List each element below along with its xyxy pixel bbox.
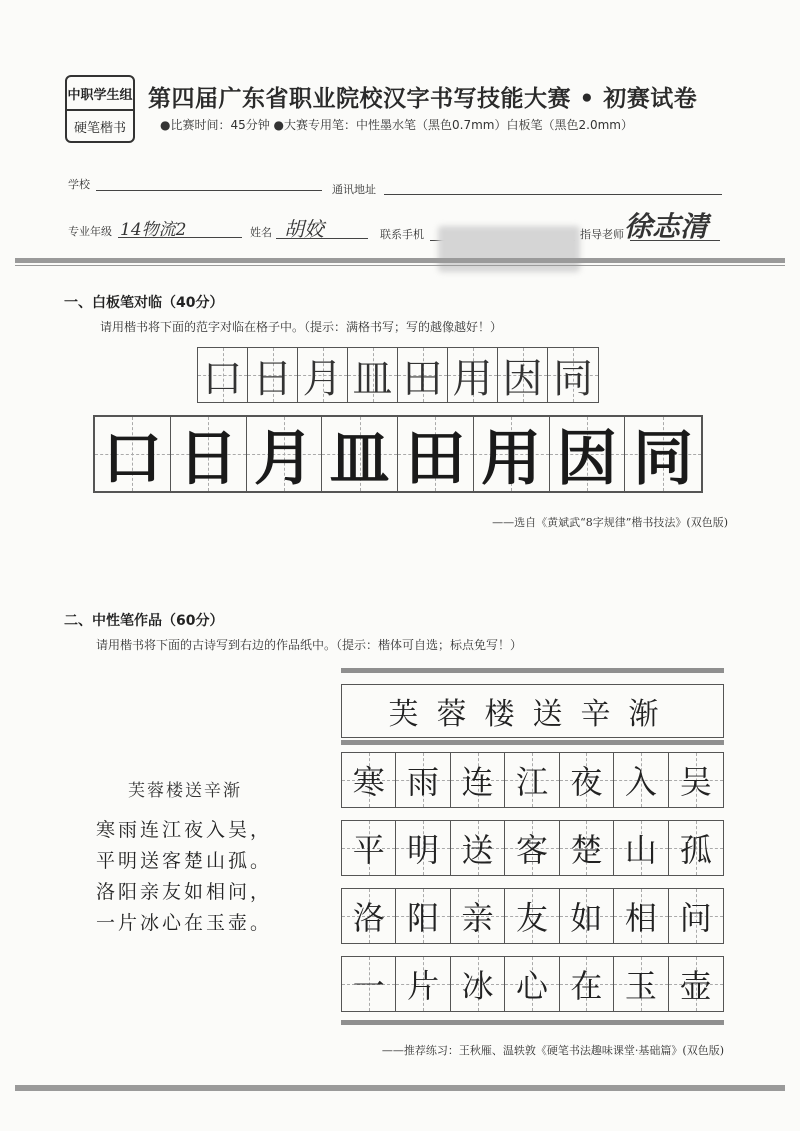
sheet-cell[interactable]: 楚 — [560, 821, 614, 875]
section1-title: 一、白板笔对临（40分） — [64, 295, 224, 311]
sheet-row[interactable] — [341, 752, 724, 808]
category-label: 硬笔楷书 — [73, 120, 126, 136]
school-field[interactable] — [96, 190, 322, 191]
model-char-cell: 皿 — [348, 348, 398, 402]
exam-subtitle: ●比赛时间：45分钟 ●大赛专用笔：中性墨水笔（黑色0.7mm）白板笔（黑色2.0mm） — [160, 118, 633, 132]
sheet-cell[interactable]: 入 — [614, 753, 668, 807]
major-label: 专业年级 — [68, 225, 112, 238]
model-char-cell: 口 — [198, 348, 248, 402]
sheet-cell[interactable]: 雨 — [396, 753, 450, 807]
page-title: 第四届广东省职业院校汉字书写技能大赛 • 初赛试卷 — [148, 86, 698, 112]
practice-char-grid[interactable] — [93, 415, 703, 493]
practice-char-cell[interactable]: 因 — [550, 417, 626, 491]
name-value: 胡姣 — [284, 217, 324, 241]
sheet-cell[interactable]: 孤 — [669, 821, 723, 875]
sheet-cell[interactable]: 如 — [560, 889, 614, 943]
sheet-cell[interactable]: 阳 — [396, 889, 450, 943]
sheet-cell[interactable]: 客 — [505, 821, 559, 875]
group-label: 中职学生组 — [67, 77, 133, 111]
practice-char-cell[interactable]: 同 — [625, 417, 701, 491]
address-label: 通讯地址 — [332, 183, 376, 196]
section2-title: 二、中性笔作品（60分） — [64, 613, 224, 629]
sheet-cell[interactable]: 亲 — [451, 889, 505, 943]
section2-source: ——推荐练习：王秋雁、温轶敦《硬笔书法趣味课堂·基础篇》(双色版) — [381, 1044, 724, 1057]
sheet-cell[interactable]: 洛 — [342, 889, 396, 943]
section2-instructions: 请用楷书将下面的古诗写到右边的作品纸中。（提示：楷体可自选；标点免写！） — [96, 638, 523, 652]
section1-source: ——选自《黄斌武“8字规律”楷书技法》(双色版) — [492, 516, 728, 529]
sheet-cell[interactable]: 明 — [396, 821, 450, 875]
sheet-cell[interactable]: 夜 — [560, 753, 614, 807]
header-divider — [15, 258, 785, 263]
sheet-cell[interactable]: 寒 — [342, 753, 396, 807]
sheet-cell[interactable]: 片 — [396, 957, 450, 1011]
model-char-cell: 日 — [248, 348, 298, 402]
model-char-cell: 同 — [548, 348, 598, 402]
practice-char-cell[interactable]: 皿 — [322, 417, 398, 491]
model-char-cell: 用 — [448, 348, 498, 402]
sheet-row[interactable] — [341, 820, 724, 876]
school-label: 学校 — [68, 178, 90, 191]
poem-title: 芙蓉楼送辛渐 — [128, 781, 242, 801]
sheet-cell[interactable]: 在 — [560, 957, 614, 1011]
model-char-cell: 田 — [398, 348, 448, 402]
sheet-bottom-bar — [341, 1020, 724, 1025]
sheet-cell[interactable]: 心 — [505, 957, 559, 1011]
sheet-row[interactable] — [341, 956, 724, 1012]
teacher-label: 指导老师 — [580, 228, 624, 241]
sheet-cell[interactable]: 吴 — [669, 753, 723, 807]
header-divider-thin — [15, 265, 785, 266]
poem-line: 平明送客楚山孤。 — [96, 850, 273, 872]
phone-label: 联系手机 — [380, 228, 424, 241]
practice-char-cell[interactable]: 日 — [171, 417, 247, 491]
poem-line: 寒雨连江夜入吴， — [96, 819, 273, 841]
teacher-signature: 徐志清 — [624, 210, 709, 243]
practice-char-cell[interactable]: 田 — [398, 417, 474, 491]
sheet-title: 芙蓉楼送辛渐 — [341, 684, 724, 738]
sheet-cell[interactable]: 送 — [451, 821, 505, 875]
model-char-cell: 月 — [298, 348, 348, 402]
address-field[interactable] — [384, 194, 722, 195]
practice-char-cell[interactable]: 口 — [95, 417, 171, 491]
sheet-cell[interactable]: 山 — [614, 821, 668, 875]
sheet-cell[interactable]: 壶 — [669, 957, 723, 1011]
footer-divider — [15, 1085, 785, 1091]
sheet-cell[interactable]: 一 — [342, 957, 396, 1011]
sheet-top-bar — [341, 668, 724, 673]
sheet-cell[interactable]: 友 — [505, 889, 559, 943]
name-label: 姓名 — [250, 226, 272, 239]
poem-line: 洛阳亲友如相问， — [96, 881, 273, 903]
sheet-row[interactable] — [341, 888, 724, 944]
sheet-title-bar — [341, 740, 724, 745]
poem-line: 一片冰心在玉壶。 — [96, 912, 273, 934]
group-box — [65, 75, 135, 143]
model-char-grid — [197, 347, 599, 403]
model-char-cell: 因 — [498, 348, 548, 402]
section1-instructions: 请用楷书将下面的范字对临在格子中。（提示：满格书写；写的越像越好！） — [100, 320, 503, 334]
sheet-cell[interactable]: 玉 — [614, 957, 668, 1011]
sheet-cell[interactable]: 相 — [614, 889, 668, 943]
practice-char-cell[interactable]: 月 — [247, 417, 323, 491]
sheet-cell[interactable]: 问 — [669, 889, 723, 943]
sheet-cell[interactable]: 江 — [505, 753, 559, 807]
major-value: 14物流2 — [120, 220, 187, 240]
practice-char-cell[interactable]: 用 — [474, 417, 550, 491]
sheet-cell[interactable]: 连 — [451, 753, 505, 807]
sheet-cell[interactable]: 冰 — [451, 957, 505, 1011]
sheet-cell[interactable]: 平 — [342, 821, 396, 875]
